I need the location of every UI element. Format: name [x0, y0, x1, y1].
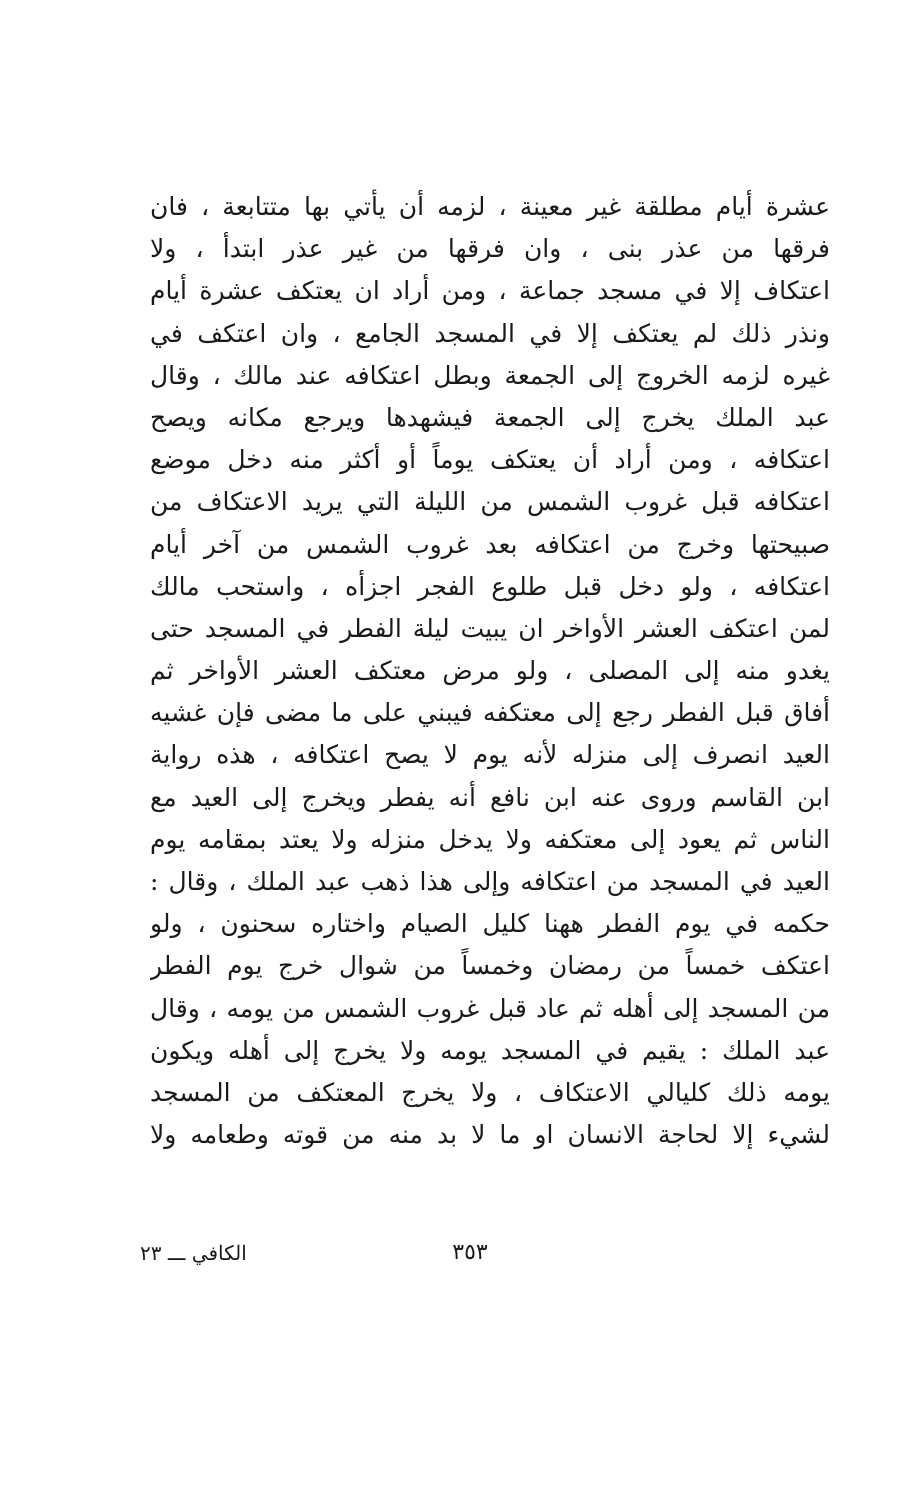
text-line: اعتكافه قبل غروب الشمس من الليلة التي يريد الاعتكاف من	[150, 487, 830, 517]
printer-signature: الكافي ـــ ٢٣	[140, 1241, 247, 1265]
text-line: عبد الملك : يقيم في المسجد يومه ولا يخرج إلى أهله ويكون	[150, 1035, 830, 1065]
text-line: غيره لزمه الخروج إلى الجمعة وبطل اعتكافه عند مالك ، وقال	[150, 360, 830, 390]
text-line: فرقها من عذر بنى ، وان فرقها من غير عذر ابتدأ ، ولا	[150, 234, 830, 264]
text-line: عبد الملك يخرج إلى الجمعة فيشهدها ويرجع مكانه ويصح	[150, 402, 830, 432]
text-line: الناس ثم يعود إلى معتكفه ولا يدخل منزله ولا يعتد بمقامه يوم	[150, 824, 830, 854]
text-line: اعتكاف إلا في مسجد جماعة ، ومن أراد ان يعتكف عشرة أيام	[150, 276, 830, 306]
text-line: العيد انصرف إلى منزله لأنه يوم لا يصح اعتكافه ، هذه رواية	[150, 740, 830, 770]
text-line: عشرة أيام مطلقة غير معينة ، لزمه أن يأتي بها متتابعة ، فان	[150, 192, 830, 221]
text-line: حكمه في يوم الفطر ههنا كليل الصيام واختاره سحنون ، ولو	[150, 909, 830, 939]
body-text	[150, 186, 830, 1156]
text-line: يومه ذلك كليالي الاعتكاف ، ولا يخرج المعتكف من المسجد	[150, 1077, 830, 1107]
text-line: اعتكافه ، ومن أراد أن يعتكف يوماً أو أكثر منه دخل موضع	[150, 445, 830, 475]
text-line: صبيحتها وخرج من اعتكافه بعد غروب الشمس من آخر أيام	[150, 529, 830, 559]
text-line: ونذر ذلك لم يعتكف إلا في المسجد الجامع ، وان اعتكف في	[150, 318, 830, 348]
text-line: من المسجد إلى أهله ثم عاد قبل غروب الشمس من يومه ، وقال	[150, 993, 830, 1023]
text-line: اعتكافه ، ولو دخل قبل طلوع الفجر اجزأه ، واستحب مالك	[150, 571, 830, 601]
text-line: لمن اعتكف العشر الأواخر ان يبيت ليلة الفطر في المسجد حتى	[150, 613, 830, 643]
page-number: ٣٥٣	[452, 1240, 488, 1265]
text-line: اعتكف خمساً من رمضان وخمساً من شوال خرج يوم الفطر	[150, 951, 830, 981]
text-line: أفاق قبل الفطر رجع إلى معتكفه فيبني على ما مضى فإن غشيه	[150, 698, 830, 728]
text-line: العيد في المسجد من اعتكافه وإلى هذا ذهب عبد الملك ، وقال :	[150, 867, 830, 896]
text-line: ابن القاسم وروى عنه ابن نافع أنه يفطر ويخرج إلى العيد مع	[150, 782, 830, 812]
text-line: لشيء إلا لحاجة الانسان او ما لا بد منه من قوته وطعامه ولا	[150, 1120, 830, 1150]
text-line: يغدو منه إلى المصلى ، ولو مرض معتكف العشر الأواخر ثم	[150, 656, 830, 686]
